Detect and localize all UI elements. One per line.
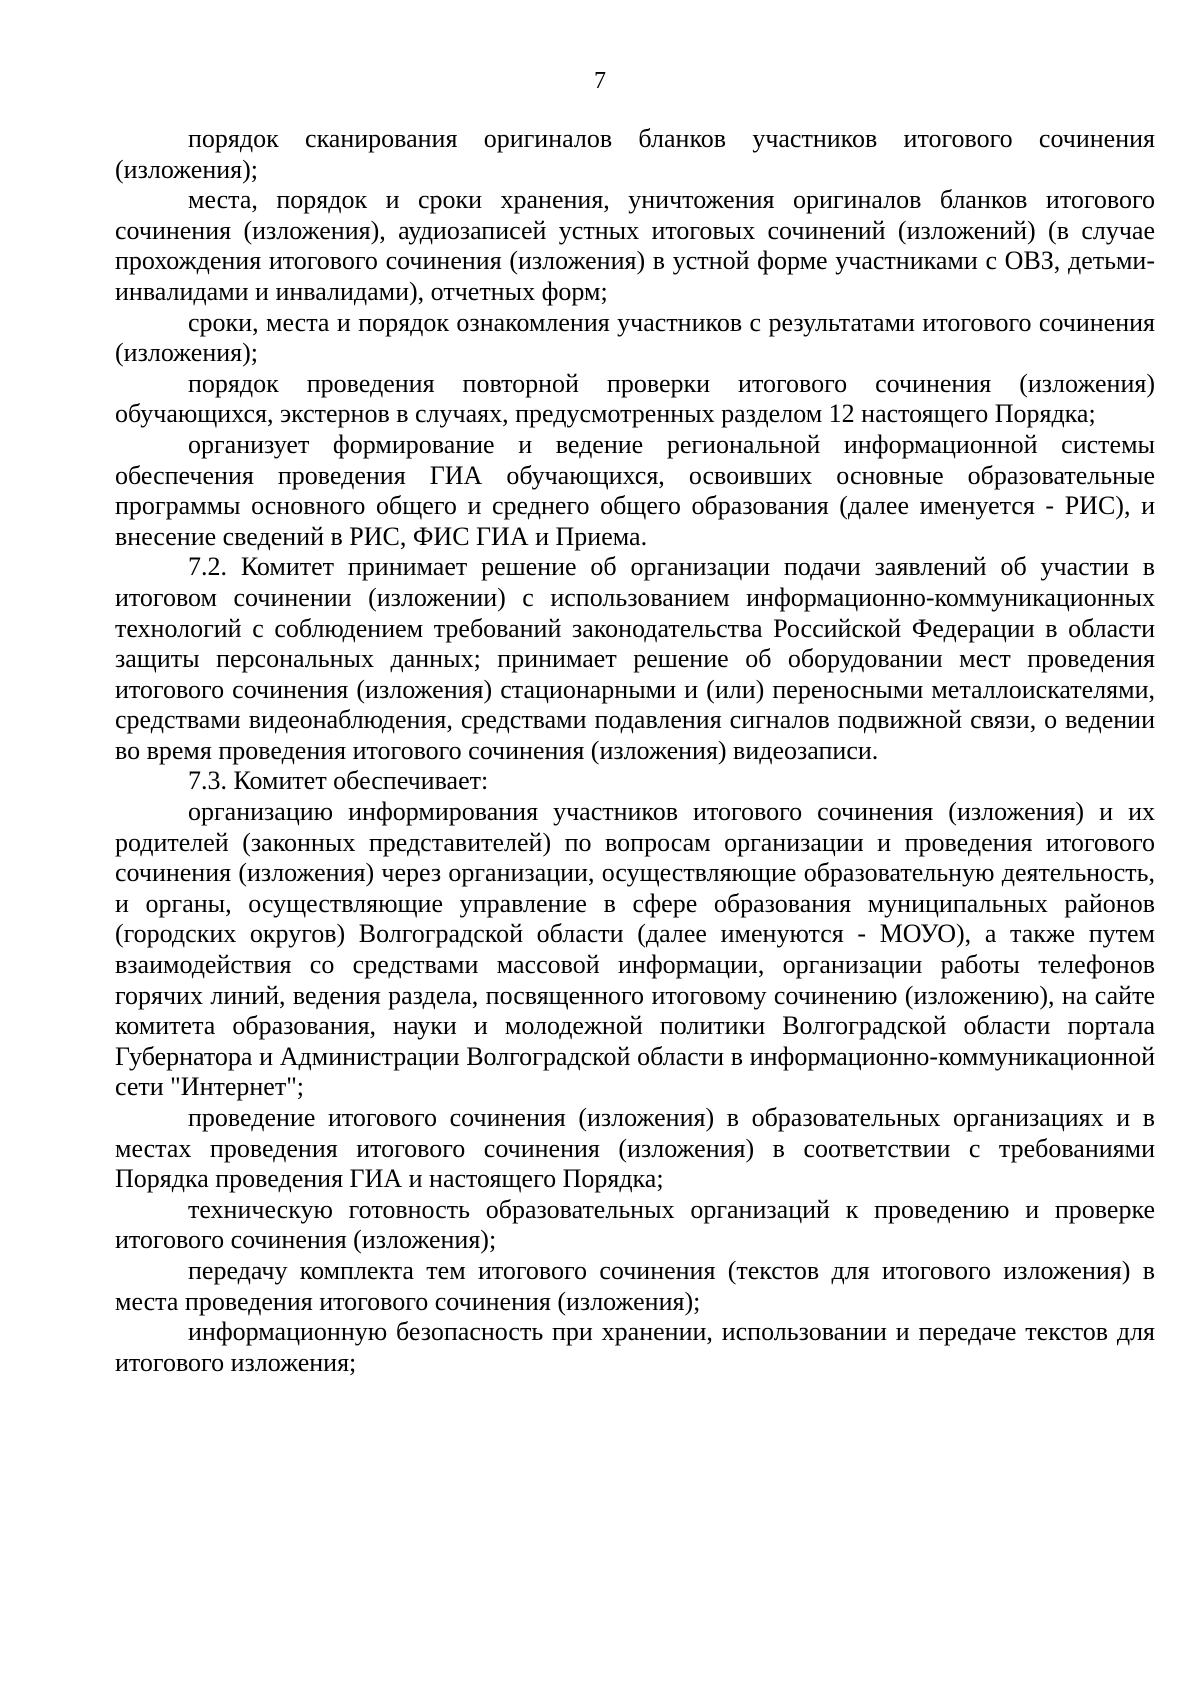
paragraph: порядок сканирования оригиналов бланков участников итогового сочинения (изложения); <box>115 124 1155 184</box>
paragraph: места, порядок и сроки хранения, уничтожения оригиналов бланков итогового сочинения (изложения), аудиозаписей устных итоговых сочинений (изложений) (в случае прохождения итогового сочинения (изложения) в устной форме участниками с ОВЗ, детьми-инвалидами и инвалидами), отчетных форм; <box>115 185 1155 306</box>
document-body <box>115 124 1155 1378</box>
paragraph-section-7-3: 7.3. Комитет обеспечивает: <box>188 766 489 796</box>
paragraph: порядок проведения повторной проверки итогового сочинения (изложения) обучающихся, экстернов в случаях, предусмотренных разделом 12 настоящего Порядка; <box>115 368 1155 429</box>
paragraph: передачу комплекта тем итогового сочинения (текстов для итогового изложения) в места проведения итогового сочинения (изложения); <box>115 1255 1155 1316</box>
paragraph: техническую готовность образовательных организаций к проведению и проверке итогового сочинения (изложения); <box>115 1194 1155 1255</box>
page-number: 7 <box>594 68 606 94</box>
paragraph: организацию информирования участников итогового сочинения (изложения) и их родителей (законных представителей) по вопросам организации и проведения итогового сочинения (изложения) через организации, осуществляющие образовательную деятельность, и органы, осуществляющие управление в сфере образования муниципальных районов (городских округов) Волгоградской области (далее именуются - МОУО), а также путем взаимодействия со средствами массовой информации, организации работы телефонов горячих линий, ведения раздела, посвященного итоговому сочинению (изложению), на сайте комитета образования, науки и молодежной политики Волгоградской области портала Губернатора и Администрации Волгоградской области в информационно-коммуникационной сети "Интернет"; <box>115 797 1155 1102</box>
paragraph: проведение итогового сочинения (изложения) в образовательных организациях и в местах проведения итогового сочинения (изложения) в соответствии с требованиями Порядка проведения ГИА и настоящего Порядка; <box>115 1103 1155 1194</box>
paragraph-section-7-2: 7.2. Комитет принимает решение об организации подачи заявлений об участии в итоговом сочинении (изложении) с использованием информационно-коммуникационных технологий с соблюдением требований законодательства Российской Федерации в области защиты персональных данных; принимает решение об оборудовании мест проведения итогового сочинения (изложения) стационарными и (или) переносными металлоискателями, средствами видеонаблюдения, средствами подавления сигналов подвижной связи, о ведении во время проведения итогового сочинения (изложения) видеозаписи. <box>115 552 1155 765</box>
paragraph: информационную безопасность при хранении, использовании и передаче текстов для итогового изложения; <box>115 1317 1155 1377</box>
paragraph: сроки, места и порядок ознакомления участников с результатами итогового сочинения (изложения); <box>115 307 1155 368</box>
paragraph: организует формирование и ведение региональной информационной системы обеспечения проведения ГИА обучающихся, освоивших основные образовательные программы основного общего и среднего общего образования (далее именуется - РИС), и внесение сведений в РИС, ФИС ГИА и Приема. <box>115 429 1155 551</box>
